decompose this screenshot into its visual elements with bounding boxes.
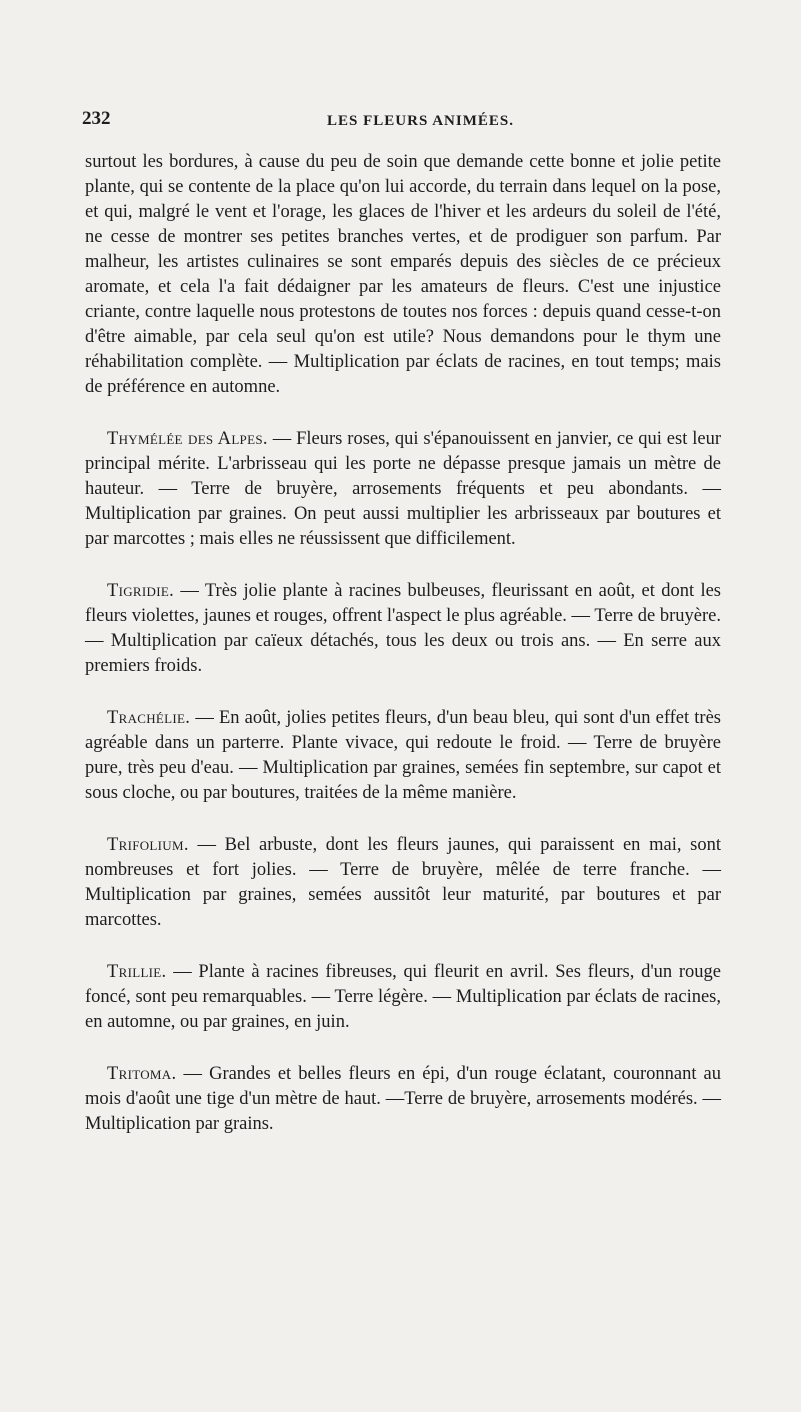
entry-title: Trillie.: [107, 962, 167, 982]
entry-text: — Bel arbuste, dont les fleurs jaunes, qui paraissent en mai, sont nombreuses et fort jolies. — Terre de bruyère, mêlée de terre franche. — Multiplication par graines, semées aussitôt leur maturité, par boutures et par marcottes.: [85, 835, 722, 930]
entry-text: — Grandes et belles fleurs en épi, d'un rouge éclatant, couronnant au mois d'août une tige d'un mètre de haut. —Terre de bruyère, arrosements modérés. — Multiplication par grains.: [85, 1064, 722, 1134]
entry-trachelie: [85, 706, 721, 806]
entry-thymelee: [85, 427, 721, 552]
continuation-paragraph: surtout les bordures, à cause du peu de soin que demande cette bonne et jolie petite plante, qui se contente de la place qu'on lui accorde, du terrain dans lequel on la pose, et qui, malgré le vent et l'orage, les glaces de l'hiver et les ardeurs du soleil de l'été, ne cesse de montrer ses petites branches vertes, et de prodiguer son parfum. Par malheur, les artistes culinaires se sont emparés depuis des siècles de ce précieux aromate, et cela l'a fait dédaigner par les amateurs de fleurs. C'est une injustice criante, contre laquelle nous protestons de toutes nos forces : depuis quand cesse-t-on d'être aimable, par cela seul qu'on est utile? Nous demandons pour le thym une réhabilitation complète. — Multiplication par éclats de racines, en tout temps; mais de préférence en automne.: [85, 152, 721, 397]
entry-title: Trifolium.: [107, 835, 189, 855]
page-body: [85, 150, 721, 1137]
entry-trifolium: [85, 833, 721, 933]
entry-text: — Fleurs roses, qui s'épanouissent en janvier, ce qui est leur principal mérite. L'arbrisseau qui les porte ne dépasse presque jamais un mètre de hauteur. — Terre de bruyère, arrosements fréquents et peu abondants. — Multiplication par graines. On peut aussi multiplier les arbrisseaux par boutures et par marcottes ; mais elles ne réussissent que difficilement.: [85, 429, 722, 549]
running-title: LES FLEURS ANIMÉES.: [327, 113, 514, 129]
entry-tigridie: [85, 579, 721, 679]
entry-title: Tigridie.: [107, 581, 175, 601]
entry-text: — En août, jolies petites fleurs, d'un beau bleu, qui sont d'un effet très agréable dans un parterre. Plante vivace, qui redoute le froid. — Terre de bruyère pure, très peu d'eau. — Multiplication par graines, semées fin septembre, sur capot et sous cloche, ou par boutures, traitées de la même manière.: [85, 708, 722, 803]
page-number: 232: [82, 108, 111, 129]
entry-trillie: [85, 960, 721, 1035]
entry-tritoma: [85, 1062, 721, 1137]
entry-title: Trachélie.: [107, 708, 191, 728]
entry-text: — Plante à racines fibreuses, qui fleurit en avril. Ses fleurs, d'un rouge foncé, sont peu remarquables. — Terre légère. — Multiplication par éclats de racines, en automne, ou par graines, en juin.: [85, 962, 721, 1032]
entry-text: — Très jolie plante à racines bulbeuses, fleurissant en août, et dont les fleurs violettes, jaunes et rouges, offrent l'aspect le plus agréable. — Terre de bruyère. — Multiplication par caïeux détachés, tous les deux ou trois ans. — En serre aux premiers froids.: [85, 581, 721, 676]
entry-title: Thymélée des Alpes.: [107, 429, 268, 449]
entry-title: Tritoma.: [107, 1064, 177, 1084]
